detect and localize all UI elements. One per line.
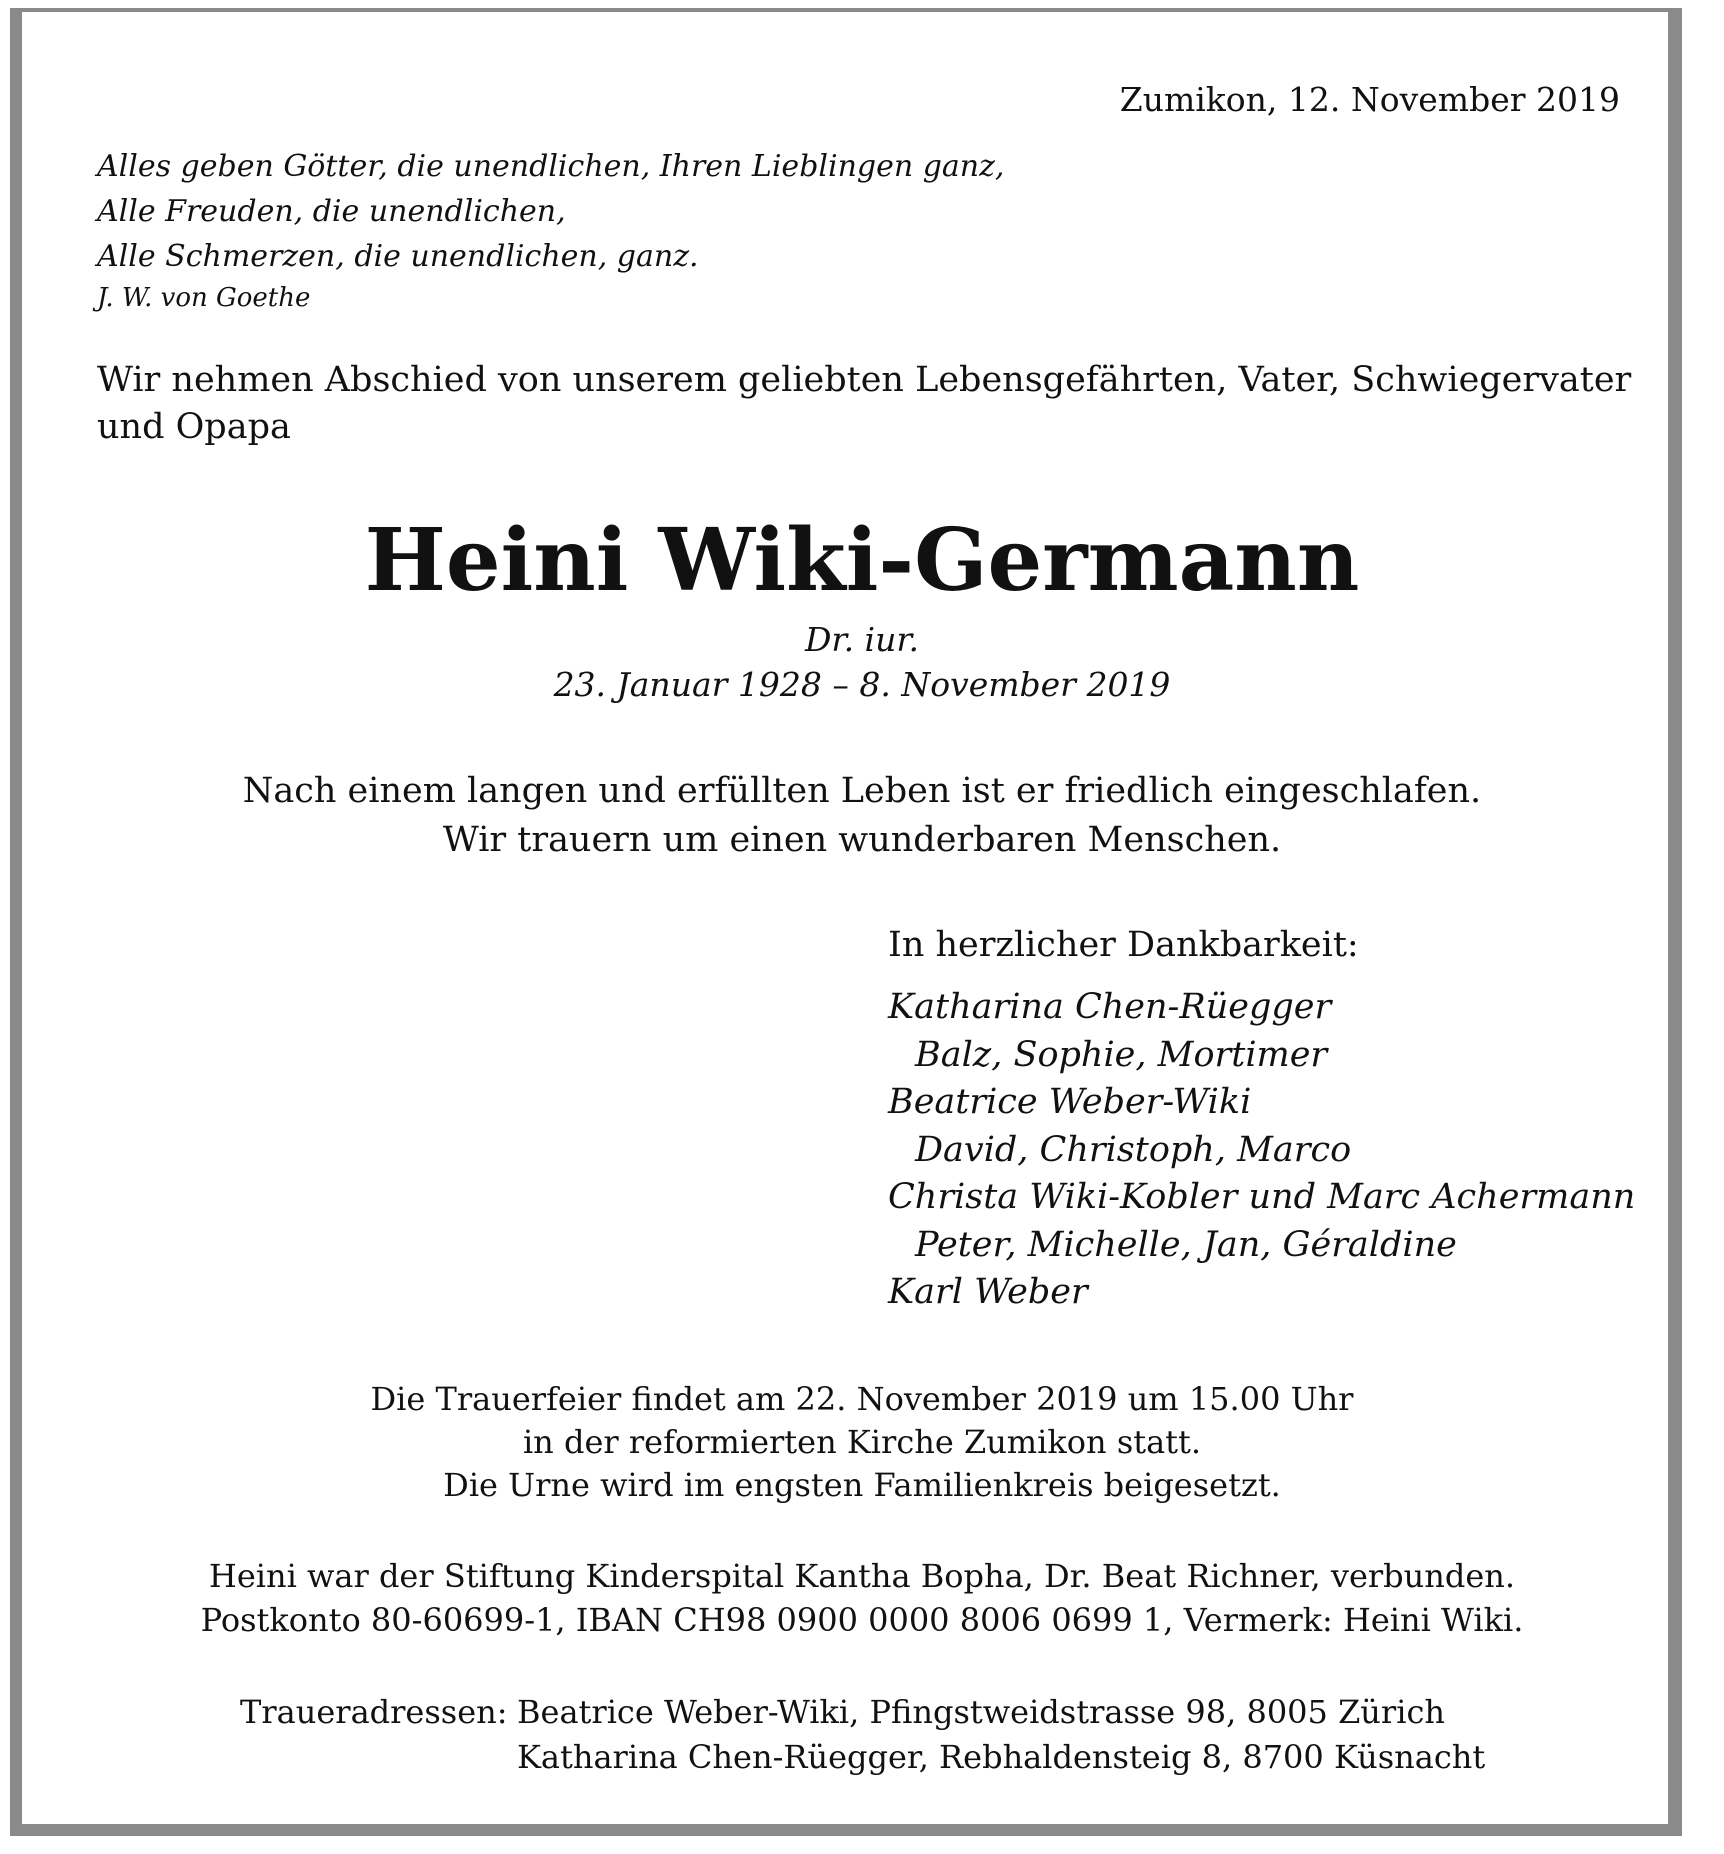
service-line: in der reformierten Kirche Zumikon statt. bbox=[522, 1423, 1202, 1461]
message-line: Nach einem langen und erfüllten Leben ist er friedlich eingeschlafen. bbox=[242, 771, 1482, 811]
donation-line: Heini war der Stiftung Kinderspital Kantha Bopha, Dr. Beat Richner, verbunden. bbox=[208, 1557, 1516, 1595]
mourner-line: Beatrice Weber-Wiki bbox=[888, 1082, 1252, 1122]
mourner-line: Karl Weber bbox=[888, 1272, 1088, 1312]
quote-author: J. W. von Goethe bbox=[97, 283, 311, 313]
message-line: Wir trauern um einen wunderbaren Menschen. bbox=[442, 820, 1282, 860]
donation-line: Postkonto 80-60699-1, IBAN CH98 0900 0000 8006 0699 1, Vermerk: Heini Wiki. bbox=[200, 1601, 1524, 1639]
mourner-line: Katharina Chen-Rüegger bbox=[888, 987, 1332, 1027]
address-line: Beatrice Weber-Wiki, Pfingstweidstrasse 98, 8005 Zürich bbox=[517, 1693, 1445, 1731]
mourner-line: Christa Wiki-Kobler und Marc Achermann bbox=[888, 1177, 1636, 1217]
mourners-heading: In herzlicher Dankbarkeit: bbox=[888, 925, 1359, 965]
address-line: Katharina Chen-Rüegger, Rebhaldensteig 8, 8700 Küsnacht bbox=[517, 1738, 1486, 1776]
quote-line: Alles geben Götter, die unendlichen, Ihren Lieblingen ganz, bbox=[97, 149, 1005, 184]
service-line: Die Urne wird im engsten Familienkreis beigesetzt. bbox=[443, 1466, 1281, 1504]
intro-text: Wir nehmen Abschied von unserem geliebten Lebensgefährten, Vater, Schwiegervater bbox=[97, 360, 1632, 400]
deceased-dates: 23. Januar 1928 – 8. November 2019 bbox=[553, 665, 1171, 704]
mourner-line: Peter, Michelle, Jan, Géraldine bbox=[915, 1225, 1457, 1265]
mourner-line: Balz, Sophie, Mortimer bbox=[915, 1035, 1328, 1075]
intro-text: und Opapa bbox=[97, 407, 291, 447]
addresses-label: Traueradressen: bbox=[240, 1693, 508, 1731]
service-line: Die Trauerfeier findet am 22. November 2019 um 15.00 Uhr bbox=[370, 1380, 1354, 1418]
mourner-line: David, Christoph, Marco bbox=[915, 1130, 1352, 1170]
quote-line: Alle Freuden, die unendlichen, bbox=[97, 194, 566, 229]
place-date: Zumikon, 12. November 2019 bbox=[1119, 80, 1620, 119]
deceased-title: Dr. iur. bbox=[804, 620, 920, 659]
deceased-name: Heini Wiki-Germann bbox=[364, 510, 1360, 611]
quote-line: Alle Schmerzen, die unendlichen, ganz. bbox=[97, 239, 699, 274]
